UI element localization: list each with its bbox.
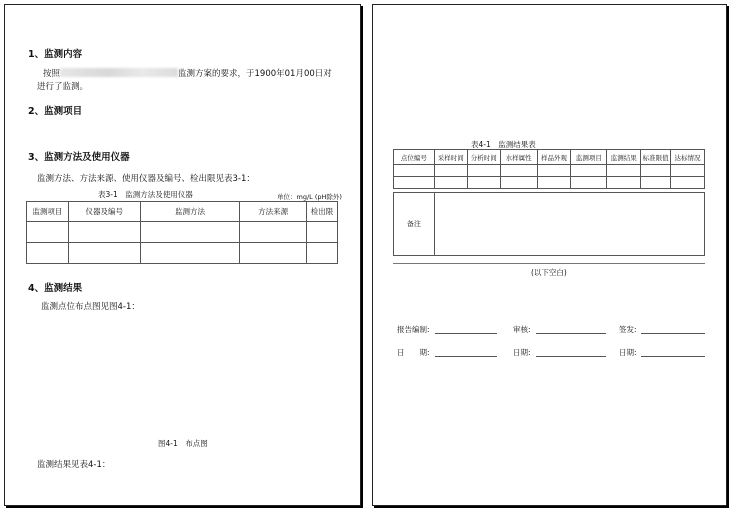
- date-line-1: [435, 356, 497, 357]
- blank-below-note: (以下空白): [531, 268, 567, 277]
- table-3-1-caption: 表3-1 监测方法及使用仪器: [98, 190, 193, 199]
- table-header-cell: 检出限: [307, 202, 338, 222]
- section-4-title: 4、监测结果: [28, 283, 83, 294]
- section-3-title: 3、监测方法及使用仪器: [28, 152, 130, 163]
- reviewer-label: 审核:: [513, 325, 531, 334]
- monitoring-results-table: [393, 149, 705, 256]
- table-row: [27, 243, 338, 264]
- issuer-label: 签发:: [619, 325, 637, 334]
- issuer-line: [641, 333, 705, 334]
- report-page-right: [372, 4, 727, 506]
- reviewer-line: [536, 333, 606, 334]
- table-row: [394, 177, 705, 189]
- table-header-row: [27, 202, 338, 222]
- table-header-cell: 样品外观: [537, 150, 571, 165]
- table-row: [394, 165, 705, 177]
- table-header-cell: 分析时间: [467, 150, 500, 165]
- section-1-text: 按照 监测方案的要求，于1900年01月00日对: [43, 69, 332, 79]
- table-header-cell: 监测项目: [27, 202, 69, 222]
- table-4-1-caption: 表4-1 监测结果表: [471, 140, 536, 149]
- method-instrument-table: [26, 201, 338, 264]
- section-1-text-cont: 进行了监测。: [37, 82, 89, 92]
- section-4-text: 监测点位布点图见图4-1：: [41, 302, 140, 312]
- compiler-line: [435, 333, 497, 334]
- table-header-cell: 采样时间: [434, 150, 467, 165]
- figure-4-1-caption: 图4-1 布点图: [158, 439, 208, 448]
- table-header-cell: 监测方法: [140, 202, 240, 222]
- date-label-3: 日期:: [619, 348, 637, 357]
- report-page-left: [4, 4, 361, 506]
- divider-line: [393, 263, 705, 264]
- section-1-title: 1、监测内容: [28, 49, 83, 60]
- date-line-2: [536, 356, 606, 357]
- compiler-label: 报告编制:: [397, 325, 430, 334]
- table-row: [27, 222, 338, 243]
- table-header-cell: 监测项目: [571, 150, 607, 165]
- table-header-cell: 水样属性: [500, 150, 537, 165]
- table-header-cell: 点位编号: [394, 150, 435, 165]
- table-header-row: [394, 150, 705, 165]
- remark-row: [394, 193, 705, 256]
- table-header-cell: 方法来源: [240, 202, 307, 222]
- section-3-text: 监测方法、方法来源、使用仪器及编号、检出限见表3-1：: [37, 174, 255, 184]
- date-label-1: 日 期:: [397, 348, 430, 357]
- section-2-title: 2、监测项目: [28, 106, 83, 117]
- remark-label: 备注: [394, 193, 435, 256]
- remark-content: [434, 193, 704, 256]
- table-header-cell: 仪器及编号: [68, 202, 140, 222]
- section-4-text-2: 监测结果见表4-1：: [37, 460, 111, 470]
- table-header-cell: 达标情况: [671, 150, 705, 165]
- redacted-text: [60, 68, 178, 77]
- table-header-cell: 监测结果: [607, 150, 641, 165]
- table-3-1-unit: 单位：mg/L (pH除外): [277, 193, 342, 201]
- date-line-3: [641, 356, 705, 357]
- date-label-2: 日期:: [513, 348, 531, 357]
- table-header-cell: 标准限值: [641, 150, 671, 165]
